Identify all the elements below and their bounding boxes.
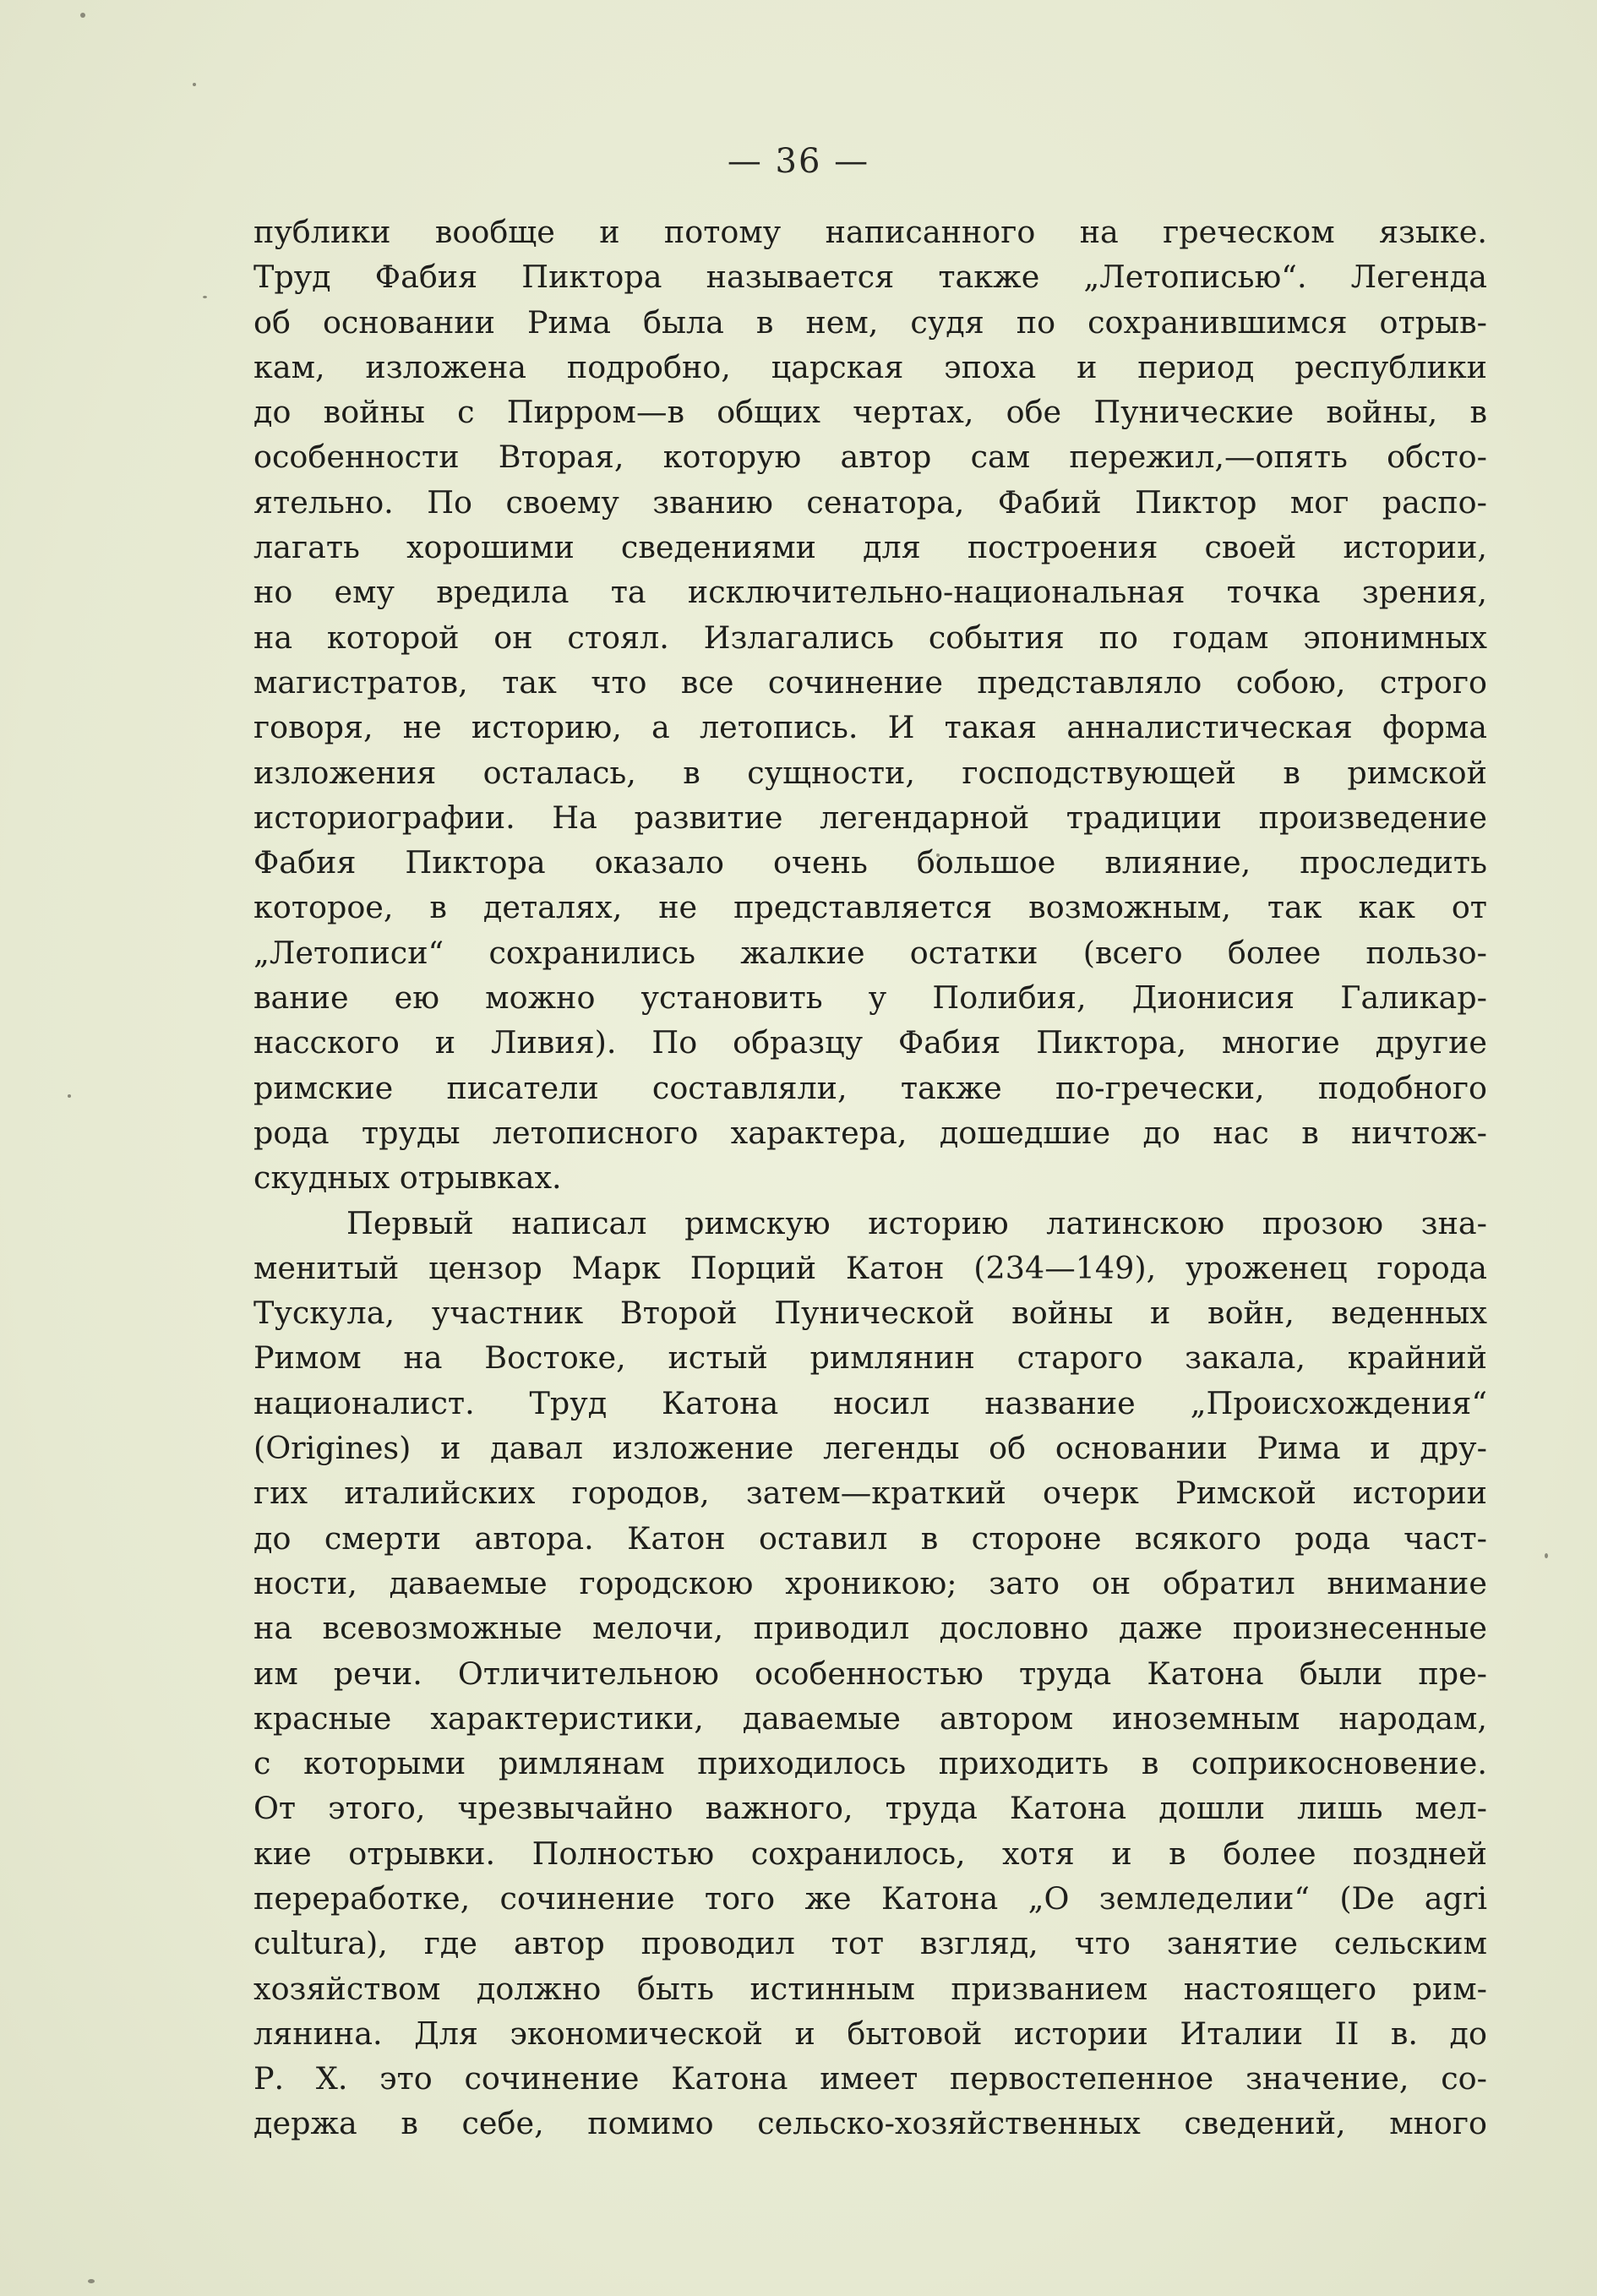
- text-line: до войны с Пирром—в общих чертах, обе Пунические войны, в: [253, 394, 1487, 431]
- text-line: изложения осталась, в сущности, господствующей в римской: [253, 754, 1487, 791]
- text-line: скудных отрывках.: [253, 1159, 562, 1197]
- paper-speck: [203, 296, 207, 298]
- body-text: [253, 210, 1487, 2146]
- text-line: националист. Труд Катона носил название „Происхождения“: [253, 1384, 1487, 1421]
- text-line: Первый написал римскую историю латинскою прозою зна-: [346, 1204, 1487, 1241]
- text-line: лагать хорошими сведениями для построения своей истории,: [253, 529, 1487, 566]
- text-line: об основании Рима была в нем, судя по сохранившимся отрыв-: [253, 303, 1487, 341]
- text-line: лянина. Для экономической и бытовой истории Италии II в. до: [253, 2015, 1487, 2052]
- text-line: менитый цензор Марк Порций Катон (234—149), уроженец города: [253, 1249, 1487, 1286]
- paragraph: [253, 210, 1487, 1201]
- text-line: рода труды летописного характера, дошедшие до нас в ничтож-: [253, 1114, 1487, 1151]
- text-line: Фабия Пиктора оказало очень большое влияние, проследить: [253, 844, 1487, 881]
- text-line: кам, изложена подробно, царская эпоха и период республики: [253, 348, 1487, 385]
- paper-speck: [80, 13, 85, 18]
- paper-speck: [88, 2279, 95, 2283]
- page-number: — 36 —: [727, 142, 870, 181]
- text-line: Римом на Востоке, истый римлянин старого закала, крайний: [253, 1339, 1487, 1377]
- text-line: но ему вредила та исключительно-национальная точка зрения,: [253, 574, 1487, 611]
- text-line: Р. Х. это сочинение Катона имеет первостепенное значение, со-: [253, 2060, 1487, 2097]
- text-line: переработке, сочинение того же Катона „О земледелии“ (De agri: [253, 1879, 1487, 1917]
- text-line: Тускула, участник Второй Пунической войны и войн, веденных: [253, 1295, 1487, 1332]
- text-line: ятельно. По своему званию сенатора, Фабий Пиктор мог распо-: [253, 483, 1487, 521]
- text-line: им речи. Отличительною особенностью труда Катона были пре-: [253, 1655, 1487, 1692]
- text-line: магистратов, так что все сочинение представляло собою, строго: [253, 663, 1487, 701]
- text-line: которое, в деталях, не представляется возможным, так как от: [253, 889, 1487, 926]
- text-line: говоря, не историю, а летопись. И такая анналистическая форма: [253, 709, 1487, 746]
- text-line: вание ею можно установить у Полибия, Дионисия Галикар-: [253, 979, 1487, 1017]
- text-line: красные характеристики, даваемые автором иноземным народам,: [253, 1699, 1487, 1737]
- text-line: особенности Вторая, которую автор сам пережил,—опять обсто-: [253, 439, 1487, 476]
- text-line: ности, даваемые городскою хроникою; зато он обратил внимание: [253, 1564, 1487, 1601]
- paper-speck: [1545, 1553, 1548, 1558]
- text-line: до смерти автора. Катон оставил в стороне всякого рода част-: [253, 1519, 1487, 1557]
- text-line: держа в себе, помимо сельско-хозяйственных сведений, много: [253, 2105, 1487, 2142]
- text-line: с которыми римлянам приходилось приходить в соприкосновение.: [253, 1745, 1487, 1782]
- text-line: От этого, чрезвычайно важного, труда Катона дошли лишь мел-: [253, 1790, 1487, 1827]
- text-line: насского и Ливия). По образцу Фабия Пиктора, многие другие: [253, 1024, 1487, 1061]
- text-line: Труд Фабия Пиктора называется также „Летописью“. Легенда: [253, 259, 1487, 296]
- text-line: на всевозможные мелочи, приводил дословно даже произнесенные: [253, 1610, 1487, 1647]
- paper-speck: [193, 83, 196, 86]
- text-line: на которой он стоял. Излагались события по годам эпонимных: [253, 619, 1487, 656]
- text-line: cultura), где автор проводил тот взгляд, что занятие сельским: [253, 1925, 1487, 1962]
- text-line: кие отрывки. Полностью сохранилось, хотя и в более поздней: [253, 1835, 1487, 1872]
- paper-speck: [68, 1094, 71, 1098]
- text-line: (Origines) и давал изложение легенды об основании Рима и дру-: [253, 1430, 1487, 1467]
- text-line: гих италийских городов, затем—краткий очерк Римской истории: [253, 1475, 1487, 1512]
- text-line: „Летописи“ сохранились жалкие остатки (всего более пользо-: [253, 934, 1487, 971]
- text-line: римские писатели составляли, также по-гречески, подобного: [253, 1069, 1487, 1106]
- text-line: историографии. На развитие легендарной традиции произведение: [253, 799, 1487, 836]
- paragraph: [253, 1201, 1487, 2146]
- text-line: хозяйством должно быть истинным призванием настоящего рим-: [253, 1970, 1487, 2007]
- text-line: публики вообще и потому написанного на греческом языке.: [253, 214, 1487, 250]
